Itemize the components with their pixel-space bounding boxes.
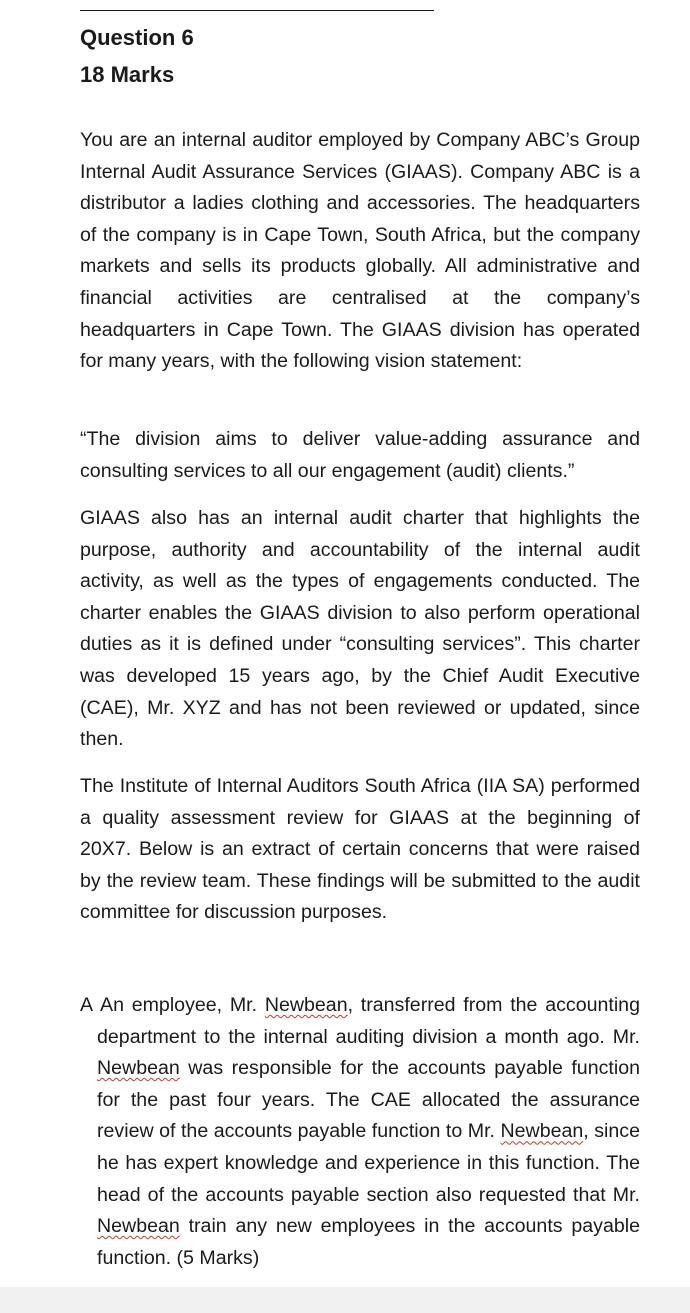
paragraph-charter: GIAAS also has an internal audit charter that highlights the purpose, authority and accountability of the internal audit activity, as well as the types of engagements conducted. The charter enables the GIAAS division to also perform operational duties as it is defined under “consulting services”. This charter was developed 15 years ago, by the Chief Audit Executive (CAE), Mr. XYZ and has not been reviewed or updated, since then. [80, 507, 640, 751]
spelling-flag-newbean: Newbean [97, 1057, 180, 1080]
finding-a-seg1: An employee, Mr. [100, 994, 265, 1016]
question-title: Question 6 [80, 25, 194, 50]
finding-a-marks: (5 Marks) [176, 1246, 260, 1269]
paragraph-intro: You are an internal auditor employed by Company ABC’s Group Internal Audit Assurance Services (GIAAS). Company ABC is a distributor a ladies clothing and accessories. The headquarters of the company is in Cape Town, South Africa, but the company markets and sells its products globally. All administrative and financial activities are centralised at the company’s headquarters in Cape Town. The GIAAS division has operated for many years, with the following vision statement: [80, 129, 640, 373]
finding-a [80, 990, 640, 1274]
viewer-bottom-bar [0, 1287, 690, 1313]
finding-a-text [97, 990, 640, 1274]
finding-a-seg4: , since he has expert knowledge and experience in this function. The head of the accounts payable section also requested that Mr. [97, 1120, 640, 1206]
finding-a-seg5: train any new employees in the accounts payable function. [97, 1215, 640, 1269]
paragraph-review: The Institute of Internal Auditors South Africa (IIA SA) performed a quality assessment review for GIAAS at the beginning of 20X7. Below is an extract of certain concerns that were raised by the review team. These findings will be submitted to the audit committee for discussion purposes. [80, 775, 640, 924]
finding-a-seg2: , transferred from the accounting department to the internal auditing division a month ago. Mr. [97, 994, 640, 1048]
question-marks: 18 Marks [80, 62, 175, 87]
finding-a-letter: A [80, 994, 94, 1016]
spelling-flag-newbean: Newbean [97, 1215, 180, 1238]
spelling-flag-newbean: Newbean [264, 994, 348, 1016]
spelling-flag-newbean: Newbean [500, 1120, 584, 1143]
paragraph-vision: “The division aims to deliver value-adding assurance and consulting services to all our engagement (audit) clients.” [80, 428, 640, 482]
top-rule [80, 10, 434, 11]
finding-a-seg3: was responsible for the accounts payable function for the past four years. The CAE allocated the assurance review of the accounts payable function to Mr. [97, 1057, 640, 1143]
